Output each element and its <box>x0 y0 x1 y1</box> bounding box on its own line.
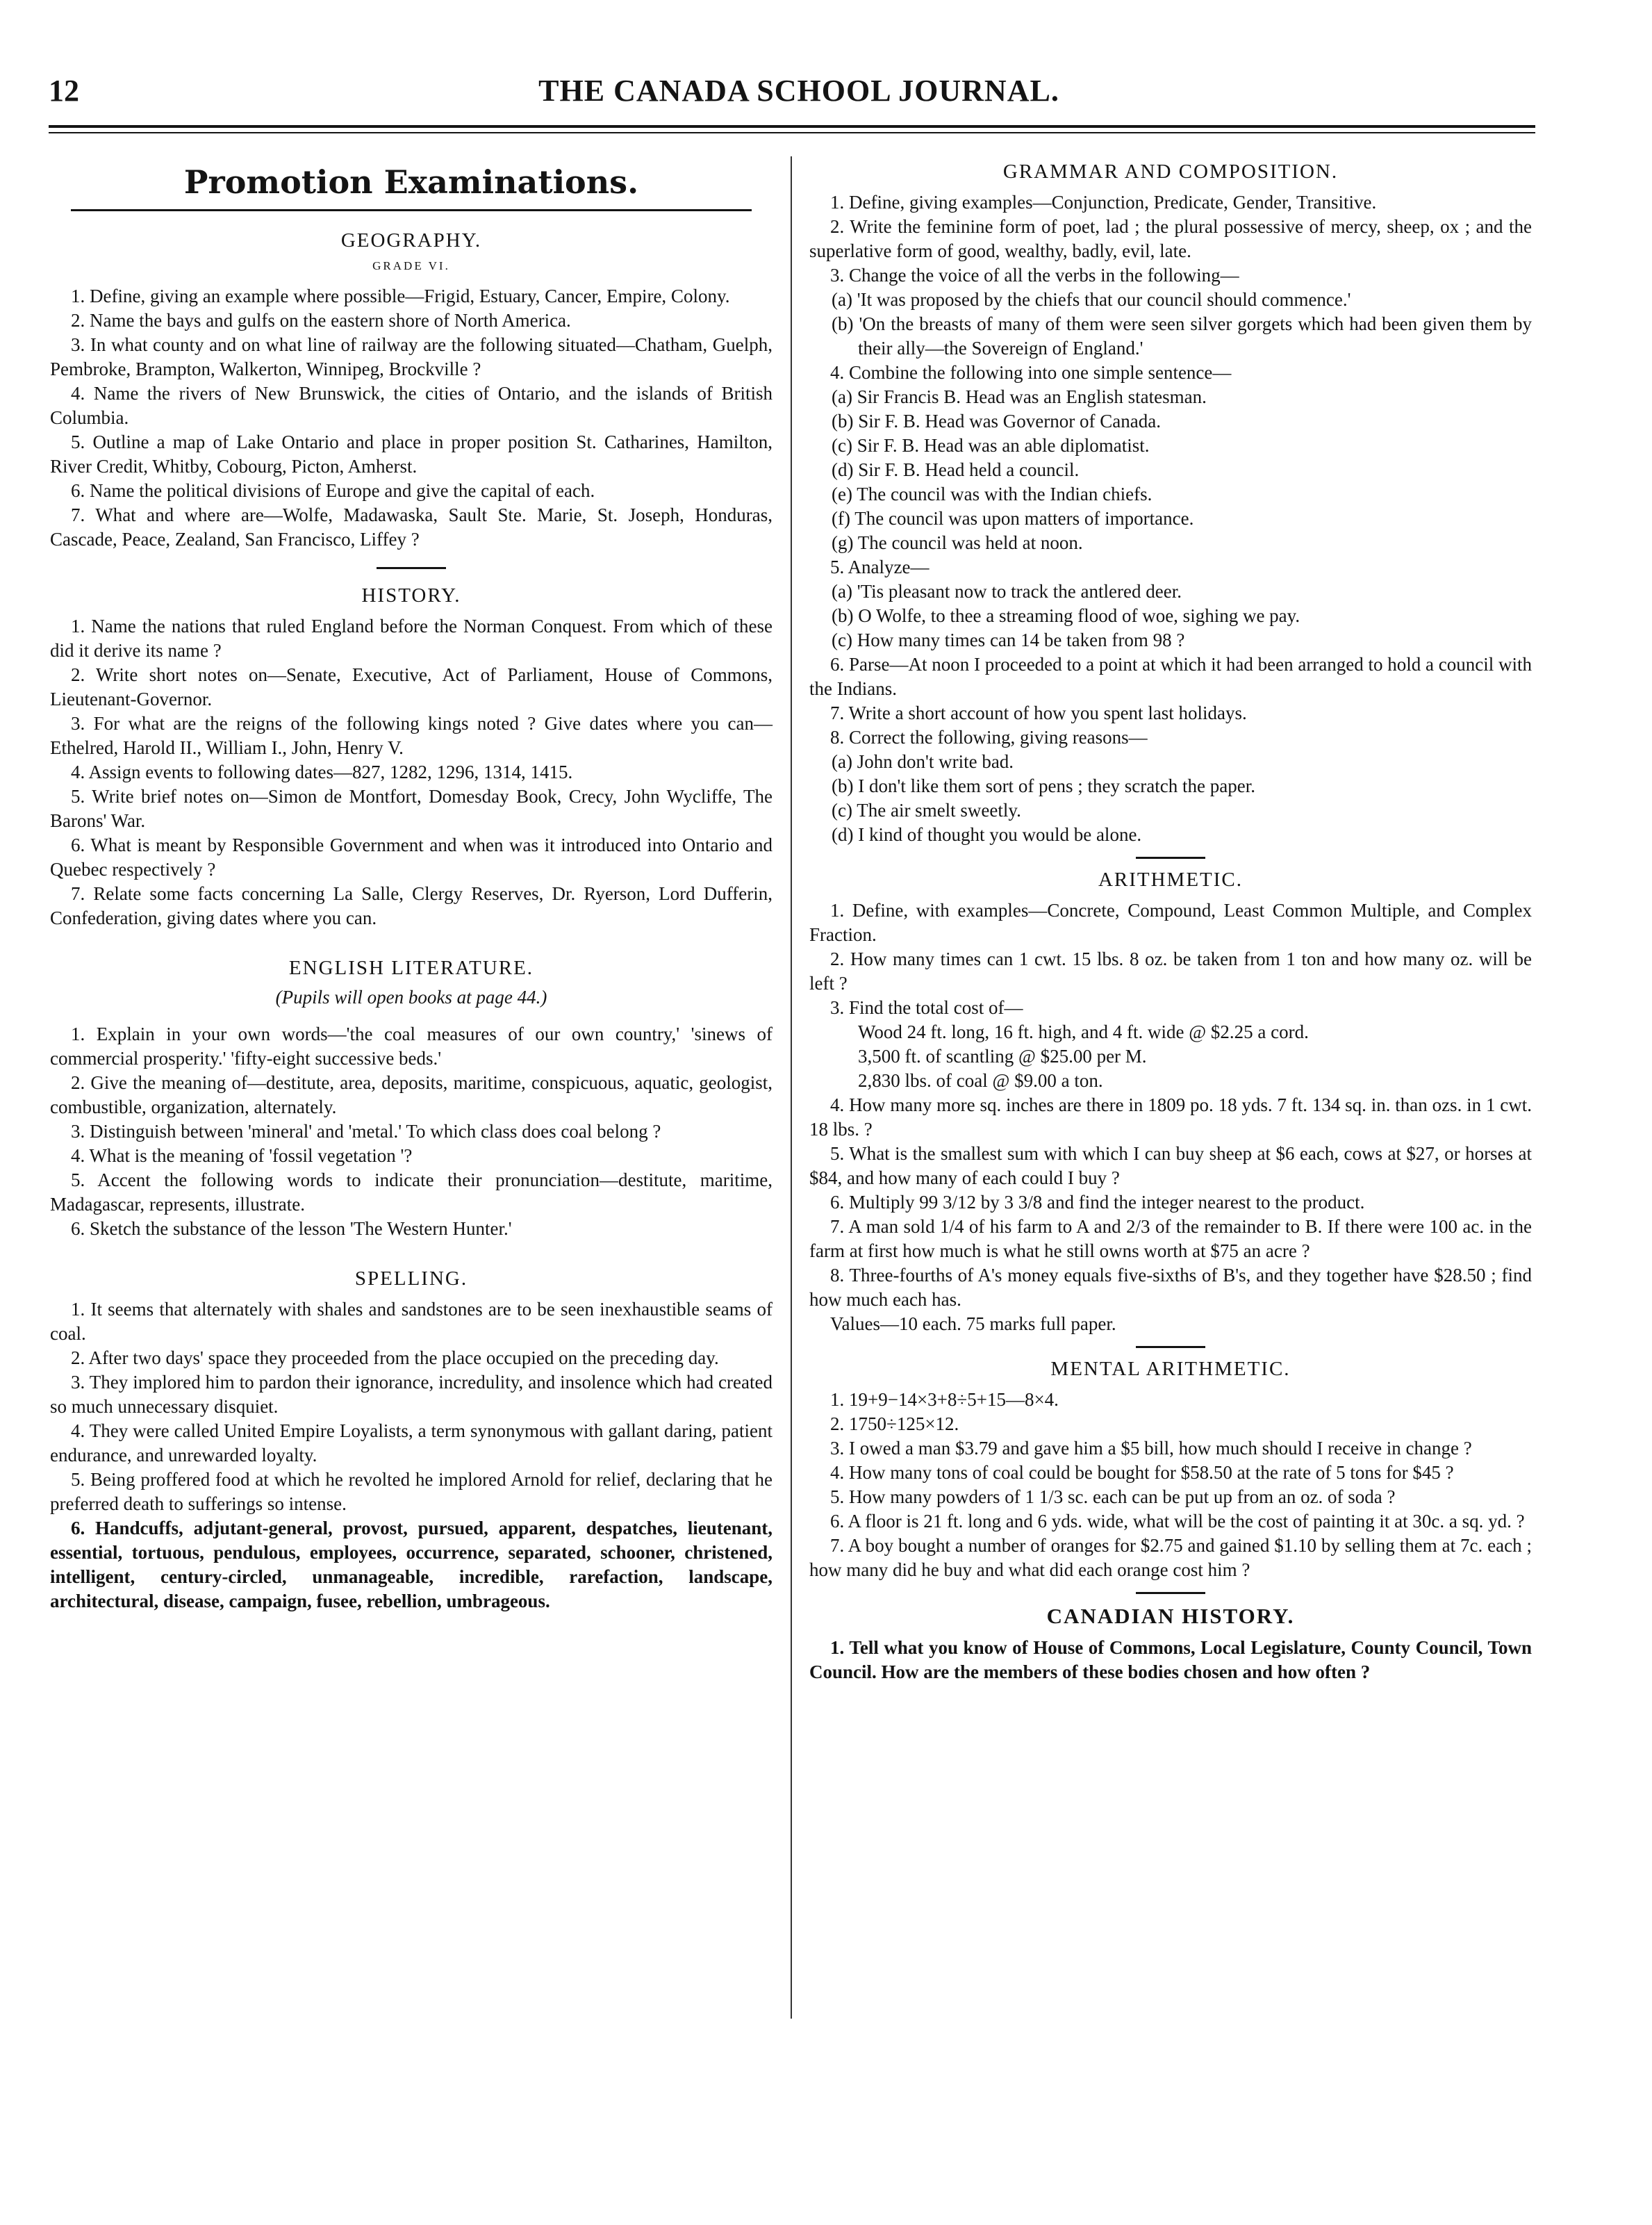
grammar-subitem: (c) Sir F. B. Head was an able diplomatist. <box>832 435 1150 456</box>
arithmetic-question: 8. Three-fourths of A's money equals five-sixths of B's, and they together have $28.50 ; find how much each has. <box>809 1265 1532 1310</box>
grammar-question: 6. Parse—At noon I proceeded to a point at which it had been arranged to hold a council with the Indians. <box>809 654 1532 699</box>
grammar-question: 3. Change the voice of all the verbs in the following— <box>830 265 1239 286</box>
arithmetic-question: 3. Find the total cost of— <box>830 997 1023 1018</box>
header-rule-bottom <box>49 132 1535 133</box>
arithmetic-subline: Wood 24 ft. long, 16 ft. high, and 4 ft. wide @ $2.25 a cord. <box>858 1021 1309 1042</box>
grammar-subitem: (d) I kind of thought you would be alone. <box>832 824 1142 845</box>
arithmetic-question: 7. A man sold 1/4 of his farm to A and 2/3 of the remainder to B. If there were 100 ac. in the farm at first how much is what he still owns worth at $75 an acre ? <box>809 1216 1532 1261</box>
canadian-history-title: CANADIAN HISTORY. <box>1046 1604 1295 1628</box>
page-header <box>0 66 1652 122</box>
mental-question: 5. How many powders of 1 1/3 sc. each can be put up from an oz. of soda ? <box>830 1486 1396 1507</box>
column-divider <box>791 156 792 2019</box>
grammar-subitem: (c) The air smelt sweetly. <box>832 800 1021 821</box>
literature-question: 1. Explain in your own words—'the coal measures of our own country,' 'sinews of commercial prosperity.' 'fifty-eight successive beds.' <box>50 1024 773 1069</box>
mental-question: 6. A floor is 21 ft. long and 6 yds. wide, what will be the cost of painting it at 30c. a sq. yd. ? <box>830 1511 1525 1532</box>
history-question: 2. Write short notes on—Senate, Executive, Act of Parliament, House of Commons, Lieutenant-Governor. <box>50 664 773 709</box>
history-question: 1. Name the nations that ruled England before the Norman Conquest. From which of these did it derive its name ? <box>50 616 773 661</box>
geography-question: 2. Name the bays and gulfs on the eastern shore of North America. <box>71 310 571 331</box>
spelling-item: 5. Being proffered food at which he revolted he implored Arnold for relief, declaring that he preferred death to sufferings so intense. <box>50 1469 773 1514</box>
grammar-subitem: (a) 'It was proposed by the chiefs that our council should commence.' <box>832 289 1351 310</box>
history-question: 5. Write brief notes on—Simon de Montfort, Domesday Book, Crecy, John Wycliffe, The Barons' War. <box>50 786 773 831</box>
mental-question: 3. I owed a man $3.79 and gave him a $5 bill, how much should I receive in change ? <box>830 1438 1472 1459</box>
geography-question: 6. Name the political divisions of Europe and give the capital of each. <box>71 480 595 501</box>
grammar-subitem: (a) John don't write bad. <box>832 751 1014 772</box>
right-column <box>809 156 1532 1684</box>
arithmetic-title: ARITHMETIC. <box>1098 869 1244 891</box>
arithmetic-values: Values—10 each. 75 marks full paper. <box>830 1313 1116 1334</box>
geography-question: 1. Define, giving an example where possible—Frigid, Estuary, Cancer, Empire, Colony. <box>71 286 730 306</box>
mental-question: 4. How many tons of coal could be bought for $58.50 at the rate of 5 tons for $45 ? <box>830 1462 1454 1483</box>
literature-question: 3. Distinguish between 'mineral' and 'metal.' To which class does coal belong ? <box>71 1121 661 1142</box>
arithmetic-subline: 2,830 lbs. of coal @ $9.00 a ton. <box>858 1070 1103 1091</box>
literature-title: ENGLISH LITERATURE. <box>288 957 534 979</box>
geography-question: 5. Outline a map of Lake Ontario and place in proper position St. Catharines, Hamilton, River Credit, Whitby, Cobourg, Picton, Amherst. <box>50 432 773 477</box>
grammar-question: 7. Write a short account of how you spent last holidays. <box>830 703 1247 723</box>
literature-question: 2. Give the meaning of—destitute, area, deposits, maritime, conspicuous, aquatic, geologist, combustible, organization, alternately. <box>50 1072 773 1117</box>
section-dash <box>1136 1346 1205 1348</box>
left-column <box>50 156 773 1614</box>
geography-question: 7. What and where are—Wolfe, Madawaska, Sault Ste. Marie, St. Joseph, Honduras, Cascade, Peace, Zealand, San Francisco, Liffey ? <box>50 504 773 550</box>
arithmetic-subline: 3,500 ft. of scantling @ $25.00 per M. <box>858 1046 1147 1067</box>
grammar-question: 4. Combine the following into one simple sentence— <box>830 362 1232 383</box>
literature-note: (Pupils will open books at page 44.) <box>275 987 547 1008</box>
grammar-question: 8. Correct the following, giving reasons— <box>830 727 1148 748</box>
arithmetic-question: 6. Multiply 99 3/12 by 3 3/8 and find the integer nearest to the product. <box>830 1192 1365 1213</box>
literature-question: 6. Sketch the substance of the lesson 'The Western Hunter.' <box>71 1218 512 1239</box>
grammar-subitem: (b) 'On the breasts of many of them were seen silver gorgets which had been given them by their ally—the Sovereign of England.' <box>832 313 1532 359</box>
masthead-title: Promotion Examinations. <box>183 163 639 201</box>
grammar-subitem: (g) The council was held at noon. <box>832 532 1083 553</box>
spelling-title: SPELLING. <box>354 1267 468 1290</box>
arithmetic-question: 5. What is the smallest sum with which I can buy sheep at $6 each, cows at $27, or horses at $84, and how many of each could I buy ? <box>809 1143 1532 1188</box>
grammar-subitem: (f) The council was upon matters of importance. <box>832 508 1194 529</box>
section-dash <box>1136 1592 1205 1594</box>
grammar-question: 5. Analyze— <box>830 557 930 577</box>
arithmetic-question: 1. Define, with examples—Concrete, Compound, Least Common Multiple, and Complex Fraction. <box>809 900 1532 945</box>
history-question: 3. For what are the reigns of the following kings noted ? Give dates where you can—Ethelred, Harold II., William I., John, Henry V. <box>50 713 773 758</box>
geography-section <box>50 229 773 552</box>
history-question: 6. What is meant by Responsible Government and when was it introduced into Ontario and Quebec respectively ? <box>50 835 773 880</box>
grammar-question: 2. Write the feminine form of poet, lad ; the plural possessive of mercy, sheep, ox ; and the superlative form of good, wealthy, badly, evil, late. <box>809 216 1532 261</box>
spelling-item: 3. They implored him to pardon their ignorance, incredulity, and insolence which had created so much unnecessary disquiet. <box>50 1372 773 1417</box>
geography-title: GEOGRAPHY. <box>340 229 482 252</box>
spelling-item: 4. They were called United Empire Loyalists, a term synonymous with gallant daring, patient endurance, and unrewarded loyalty. <box>50 1420 773 1465</box>
history-question: 7. Relate some facts concerning La Salle, Clergy Reserves, Dr. Ryerson, Lord Dufferin, Confederation, giving dates where you can. <box>50 883 773 928</box>
history-title: HISTORY. <box>361 584 461 607</box>
literature-question: 5. Accent the following words to indicate their pronunciation—destitute, maritime, Madagascar, represents, illustrate. <box>50 1169 773 1215</box>
canadian-history-section <box>809 1604 1532 1684</box>
geography-question: 4. Name the rivers of New Brunswick, the cities of Ontario, and the islands of British Columbia. <box>50 383 773 428</box>
grammar-subitem: (c) How many times can 14 be taken from 98 ? <box>832 630 1185 650</box>
grammar-subitem: (b) O Wolfe, to thee a streaming flood of woe, sighing we pay. <box>832 605 1300 626</box>
masthead-rule <box>71 209 752 211</box>
arithmetic-question: 4. How many more sq. inches are there in 1809 po. 18 yds. 7 ft. 134 sq. in. than ozs. in 1 cwt. 18 lbs. ? <box>809 1094 1532 1140</box>
header-rule-top <box>49 125 1535 128</box>
canadian-history-question: 1. Tell what you know of House of Commons, Local Legislature, County Council, Town Council. How are the members of these bodies chosen and how often ? <box>809 1637 1532 1682</box>
mental-arithmetic-section <box>809 1358 1532 1582</box>
mental-question: 1. 19+9−14×3+8÷5+15—8×4. <box>830 1389 1059 1410</box>
arithmetic-section <box>809 869 1532 1336</box>
grammar-question: 1. Define, giving examples—Conjunction, Predicate, Gender, Transitive. <box>830 192 1377 213</box>
mental-arithmetic-title: MENTAL ARITHMETIC. <box>1050 1358 1291 1380</box>
mental-question: 2. 1750÷125×12. <box>830 1413 959 1434</box>
spelling-item: 1. It seems that alternately with shales and sandstones are to be seen inexhaustible seams of coal. <box>50 1299 773 1344</box>
grammar-title: GRAMMAR AND COMPOSITION. <box>1002 161 1339 183</box>
history-section <box>50 584 773 930</box>
grammar-subitem: (a) 'Tis pleasant now to track the antlered deer. <box>832 581 1182 602</box>
grammar-subitem: (b) I don't like them sort of pens ; they scratch the paper. <box>832 775 1255 796</box>
spelling-section <box>50 1267 773 1614</box>
section-dash <box>377 567 446 569</box>
grammar-subitem: (e) The council was with the Indian chiefs. <box>832 484 1153 504</box>
grammar-subitem: (d) Sir F. B. Head held a council. <box>832 459 1080 480</box>
literature-question: 4. What is the meaning of 'fossil vegetation '? <box>71 1145 413 1166</box>
arithmetic-question: 2. How many times can 1 cwt. 15 lbs. 8 oz. be taken from 1 ton and how many oz. will be left ? <box>809 949 1532 994</box>
section-dash <box>1136 857 1205 859</box>
geography-grade: GRADE VI. <box>372 259 450 272</box>
literature-section <box>50 957 773 1241</box>
grammar-subitem: (b) Sir F. B. Head was Governor of Canada. <box>832 411 1161 432</box>
page-number: 12 <box>49 74 79 108</box>
spelling-item: 2. After two days' space they proceeded from the place occupied on the preceding day. <box>71 1347 719 1368</box>
mental-question: 7. A boy bought a number of oranges for $2.75 and gained $1.10 by selling them at 7c. each ; how many did he buy and what did each orange cost him ? <box>809 1535 1532 1580</box>
grammar-subitem: (a) Sir Francis B. Head was an English statesman. <box>832 386 1207 407</box>
journal-title: THE CANADA SCHOOL JOURNAL. <box>538 74 1059 108</box>
history-question: 4. Assign events to following dates—827, 1282, 1296, 1314, 1415. <box>71 762 573 782</box>
spelling-item: 6. Handcuffs, adjutant-general, provost, pursued, apparent, despatches, lieutenant, essential, tortuous, pendulous, employees, occurrence, separated, schooner, christened, intelligent, century-circled, unmanageable, incredible, rarefaction, landscape, architectural, disease, campaign, fusee, rebellion, umbrageous. <box>50 1518 773 1611</box>
grammar-section <box>809 161 1532 847</box>
geography-question: 3. In what county and on what line of railway are the following situated—Chatham, Guelph, Pembroke, Brampton, Walkerton, Winnipeg, Brockville ? <box>50 334 773 379</box>
